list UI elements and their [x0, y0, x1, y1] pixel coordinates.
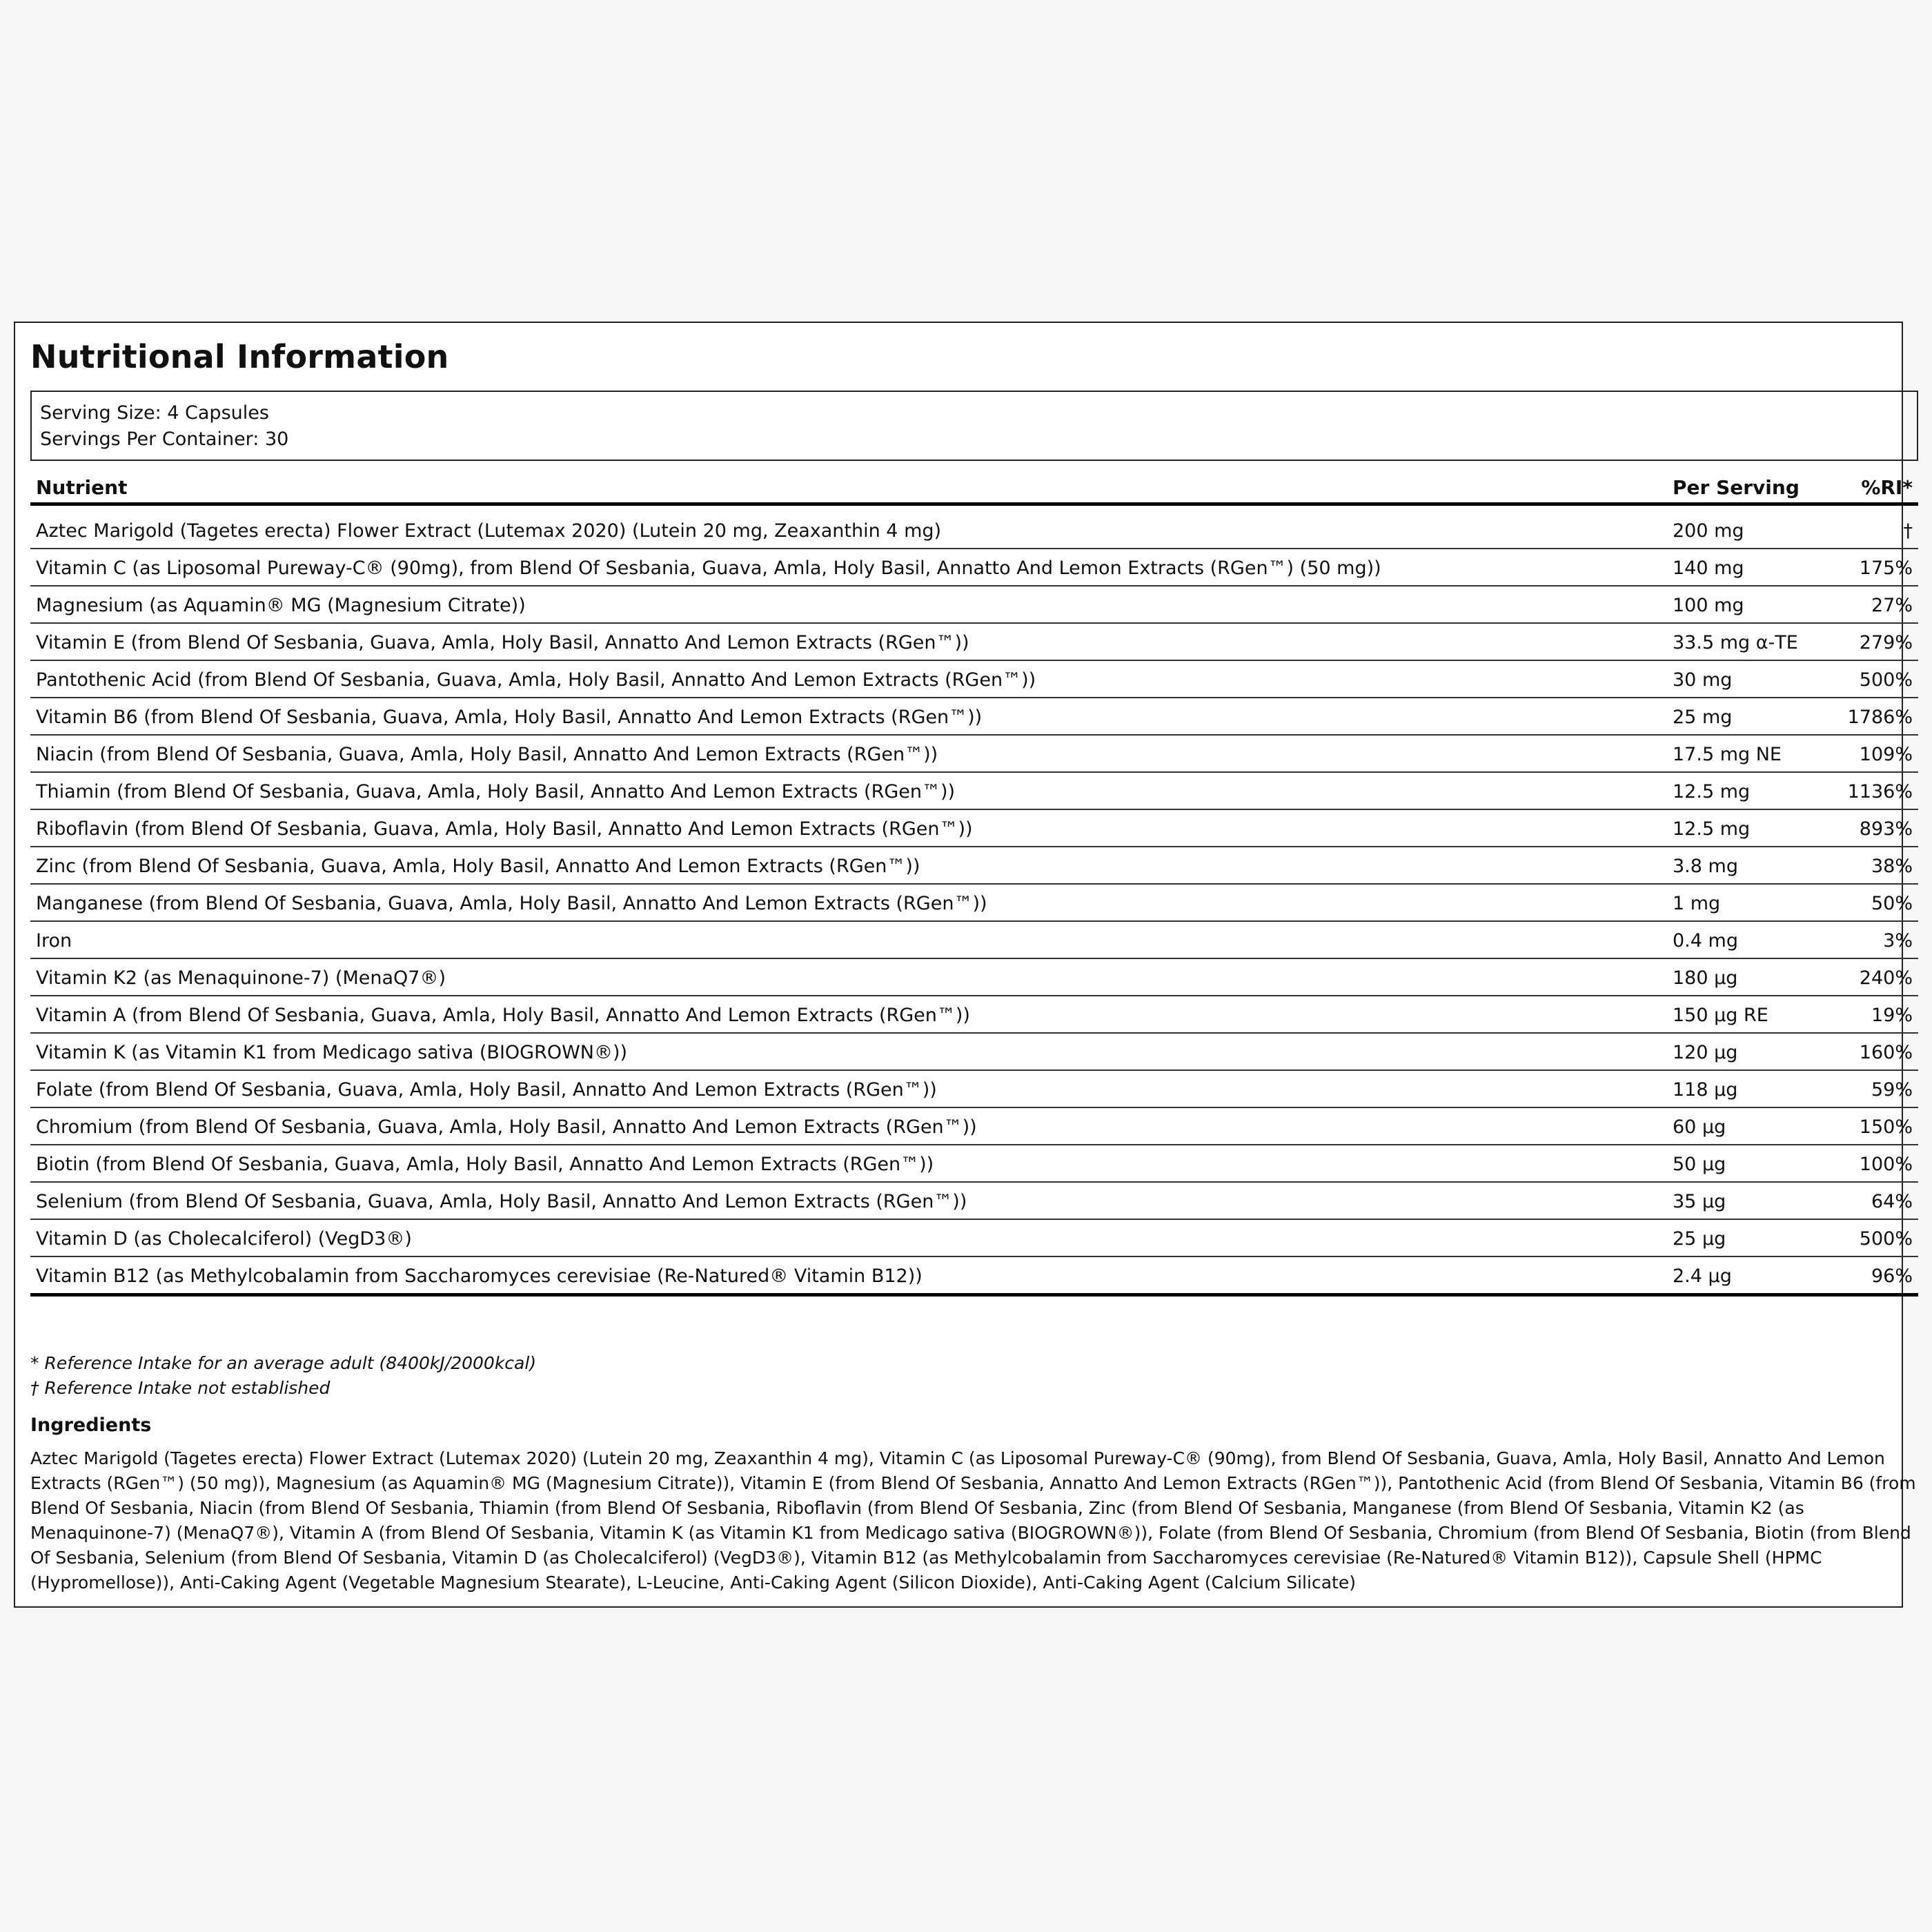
per-serving-amount: 200 mg: [1673, 520, 1744, 542]
table-row: [30, 1034, 1918, 1071]
ri-percent: 279%: [1859, 632, 1913, 653]
nutrient-table-body: [30, 512, 1918, 1297]
table-row: [30, 959, 1918, 996]
nutrient-name: Pantothenic Acid (from Blend Of Sesbania, Guava, Amla, Holy Basil, Annatto And Lemon Extracts (RGen™)): [36, 669, 1036, 691]
ri-percent: 64%: [1871, 1191, 1913, 1212]
nutrient-name: Thiamin (from Blend Of Sesbania, Guava, Amla, Holy Basil, Annatto And Lemon Extracts (RGen™)): [36, 781, 956, 802]
ri-percent: 893%: [1859, 818, 1913, 840]
table-row: [30, 586, 1918, 624]
nutrient-name: Aztec Marigold (Tagetes erecta) Flower Extract (Lutemax 2020) (Lutein 20 mg, Zeaxanthin 4 mg): [36, 520, 942, 542]
ingredients-heading: Ingredients: [30, 1414, 152, 1436]
nutrient-name: Niacin (from Blend Of Sesbania, Guava, Amla, Holy Basil, Annatto And Lemon Extracts (RGen™)): [36, 744, 938, 765]
table-row: [30, 661, 1918, 698]
ri-percent: †: [1903, 520, 1913, 542]
ri-percent: 50%: [1871, 893, 1913, 914]
per-serving-amount: 25 mg: [1673, 707, 1733, 728]
per-serving-amount: 1 mg: [1673, 893, 1721, 914]
nutrient-name: Vitamin K (as Vitamin K1 from Medicago sativa (BIOGROWN®)): [36, 1042, 628, 1063]
ri-percent: 500%: [1859, 669, 1913, 691]
nutrient-name: Vitamin C (as Liposomal Pureway-C® (90mg), from Blend Of Sesbania, Guava, Amla, Holy Basil, Annatto And Lemon Extracts (RGen™) (50 mg)): [36, 558, 1381, 579]
ri-percent: 240%: [1859, 967, 1913, 989]
ri-percent: 500%: [1859, 1228, 1913, 1250]
per-serving-amount: 3.8 mg: [1673, 856, 1738, 877]
per-serving-amount: 17.5 mg NE: [1673, 744, 1782, 765]
dagger-footnote: † Reference Intake not established: [30, 1378, 331, 1398]
nutrient-name: Zinc (from Blend Of Sesbania, Guava, Amla, Holy Basil, Annatto And Lemon Extracts (RGen™)): [36, 856, 920, 877]
ri-percent: 100%: [1859, 1154, 1913, 1175]
table-row: [30, 736, 1918, 773]
serving-info-box: [30, 391, 1918, 461]
nutrient-name: Manganese (from Blend Of Sesbania, Guava, Amla, Holy Basil, Annatto And Lemon Extracts (RGen™)): [36, 893, 987, 914]
ri-percent: 19%: [1871, 1005, 1913, 1026]
table-row: [30, 1071, 1918, 1108]
per-serving-amount: 180 µg: [1673, 967, 1738, 989]
header-ri: %RI*: [1861, 476, 1913, 499]
table-row: [30, 1108, 1918, 1145]
table-row: [30, 885, 1918, 922]
table-row: [30, 1220, 1918, 1257]
header-nutrient: Nutrient: [36, 476, 128, 499]
table-row: [30, 847, 1918, 885]
table-header: [30, 473, 1918, 506]
per-serving-amount: 12.5 mg: [1673, 781, 1751, 802]
nutrient-name: Vitamin B6 (from Blend Of Sesbania, Guava, Amla, Holy Basil, Annatto And Lemon Extracts (RGen™)): [36, 707, 983, 728]
ri-percent: 160%: [1859, 1042, 1913, 1063]
table-row: [30, 996, 1918, 1034]
nutrient-name: Chromium (from Blend Of Sesbania, Guava, Amla, Holy Basil, Annatto And Lemon Extracts (RGen™)): [36, 1116, 977, 1138]
per-serving-amount: 35 µg: [1673, 1191, 1726, 1212]
nutrient-name: Vitamin B12 (as Methylcobalamin from Saccharomyces cerevisiae (Re-Natured® Vitamin B12)): [36, 1265, 923, 1287]
per-serving-amount: 150 µg RE: [1673, 1005, 1768, 1026]
per-serving-amount: 2.4 µg: [1673, 1265, 1732, 1287]
nutrient-name: Iron: [36, 930, 72, 952]
ingredients-text: Aztec Marigold (Tagetes erecta) Flower Extract (Lutemax 2020) (Lutein 20 mg, Zeaxanthin 4 mg), Vitamin C (as Liposomal Pureway-C® (90mg), from Blend Of Sesbania, Guava, Amla, Holy Basil, Annatto And Lemon Extracts (RGen™) (50 mg)), Magnesium (as Aquamin® MG (Magnesium Citrate)), Vitamin E (from Blend Of Sesbania, Annatto And Lemon Extracts (RGen™)), Pantothenic Acid (from Blend Of Sesbania, Vitamin B6 (from Blend Of Sesbania, Niacin (from Blend Of Sesbania, Thiamin (from Blend Of Sesbania, Riboflavin (from Blend Of Sesbania, Zinc (from Blend Of Sesbania, Manganese (from Blend Of Sesbania, Vitamin K2 (as Menaquinone-7) (MenaQ7®), Vitamin A (from Blend Of Sesbania, Vitamin K (as Vitamin K1 from Medicago sativa (BIOGROWN®)), Folate (from Blend Of Sesbania, Chromium (from Blend Of Sesbania, Biotin (from Blend Of Sesbania, Selenium (from Blend Of Sesbania, Vitamin D (as Cholecalciferol) (VegD3®), Vitamin B12 (as Methylcobalamin from Saccharomyces cerevisiae (Re-Natured® Vitamin B12)), Capsule Shell (HPMC (Hypromellose)), Anti-Caking Agent (Vegetable Magnesium Stearate), L-Leucine, Anti-Caking Agent (Silicon Dioxide), Anti-Caking Agent (Calcium Silicate): [30, 1448, 1916, 1593]
per-serving-amount: 25 µg: [1673, 1228, 1726, 1250]
per-serving-amount: 100 mg: [1673, 595, 1744, 616]
table-row: [30, 624, 1918, 661]
table-row: [30, 810, 1918, 847]
per-serving-amount: 12.5 mg: [1673, 818, 1751, 840]
per-serving-amount: 33.5 mg α-TE: [1673, 632, 1798, 653]
per-serving-amount: 118 µg: [1673, 1079, 1738, 1101]
nutrient-name: Selenium (from Blend Of Sesbania, Guava, Amla, Holy Basil, Annatto And Lemon Extracts (RGen™)): [36, 1191, 967, 1212]
nutrient-name: Vitamin K2 (as Menaquinone-7) (MenaQ7®): [36, 967, 446, 989]
per-serving-amount: 0.4 mg: [1673, 930, 1738, 952]
ri-percent: 175%: [1859, 558, 1913, 579]
table-row: [30, 922, 1918, 959]
nutrient-name: Vitamin A (from Blend Of Sesbania, Guava, Amla, Holy Basil, Annatto And Lemon Extracts (RGen™)): [36, 1005, 970, 1026]
table-row: [30, 1257, 1918, 1297]
ri-percent: 109%: [1859, 744, 1913, 765]
serving-size: Serving Size: 4 Capsules: [40, 402, 269, 424]
nutrient-name: Magnesium (as Aquamin® MG (Magnesium Citrate)): [36, 595, 526, 616]
nutrient-name: Vitamin D (as Cholecalciferol) (VegD3®): [36, 1228, 412, 1250]
ri-percent: 59%: [1871, 1079, 1913, 1101]
page-title: Nutritional Information: [30, 338, 449, 375]
ri-percent: 96%: [1871, 1265, 1913, 1287]
per-serving-amount: 140 mg: [1673, 558, 1744, 579]
per-serving-amount: 50 µg: [1673, 1154, 1726, 1175]
nutrient-name: Biotin (from Blend Of Sesbania, Guava, Amla, Holy Basil, Annatto And Lemon Extracts (RGen™)): [36, 1154, 934, 1175]
nutrient-name: Riboflavin (from Blend Of Sesbania, Guava, Amla, Holy Basil, Annatto And Lemon Extracts (RGen™)): [36, 818, 973, 840]
table-row: [30, 1183, 1918, 1220]
table-row: [30, 773, 1918, 810]
table-row: [30, 1145, 1918, 1183]
per-serving-amount: 120 µg: [1673, 1042, 1738, 1063]
per-serving-amount: 30 mg: [1673, 669, 1733, 691]
per-serving-amount: 60 µg: [1673, 1116, 1726, 1138]
ri-percent: 3%: [1883, 930, 1913, 952]
nutrient-name: Folate (from Blend Of Sesbania, Guava, Amla, Holy Basil, Annatto And Lemon Extracts (RGen™)): [36, 1079, 937, 1101]
table-row: [30, 698, 1918, 736]
table-row: [30, 549, 1918, 586]
nutrient-name: Vitamin E (from Blend Of Sesbania, Guava, Amla, Holy Basil, Annatto And Lemon Extracts (RGen™)): [36, 632, 969, 653]
ri-percent: 38%: [1871, 856, 1913, 877]
ri-footnote: * Reference Intake for an average adult (8400kJ/2000kcal): [30, 1353, 537, 1373]
header-per-serving: Per Serving: [1673, 476, 1800, 499]
ri-percent: 150%: [1859, 1116, 1913, 1138]
nutrition-panel: [14, 322, 1916, 1608]
ri-percent: 1136%: [1847, 781, 1913, 802]
ri-percent: 1786%: [1847, 707, 1913, 728]
footnotes: [30, 1351, 536, 1401]
ri-percent: 27%: [1871, 595, 1913, 616]
table-row: [30, 512, 1918, 549]
servings-per-container: Servings Per Container: 30: [40, 428, 289, 450]
